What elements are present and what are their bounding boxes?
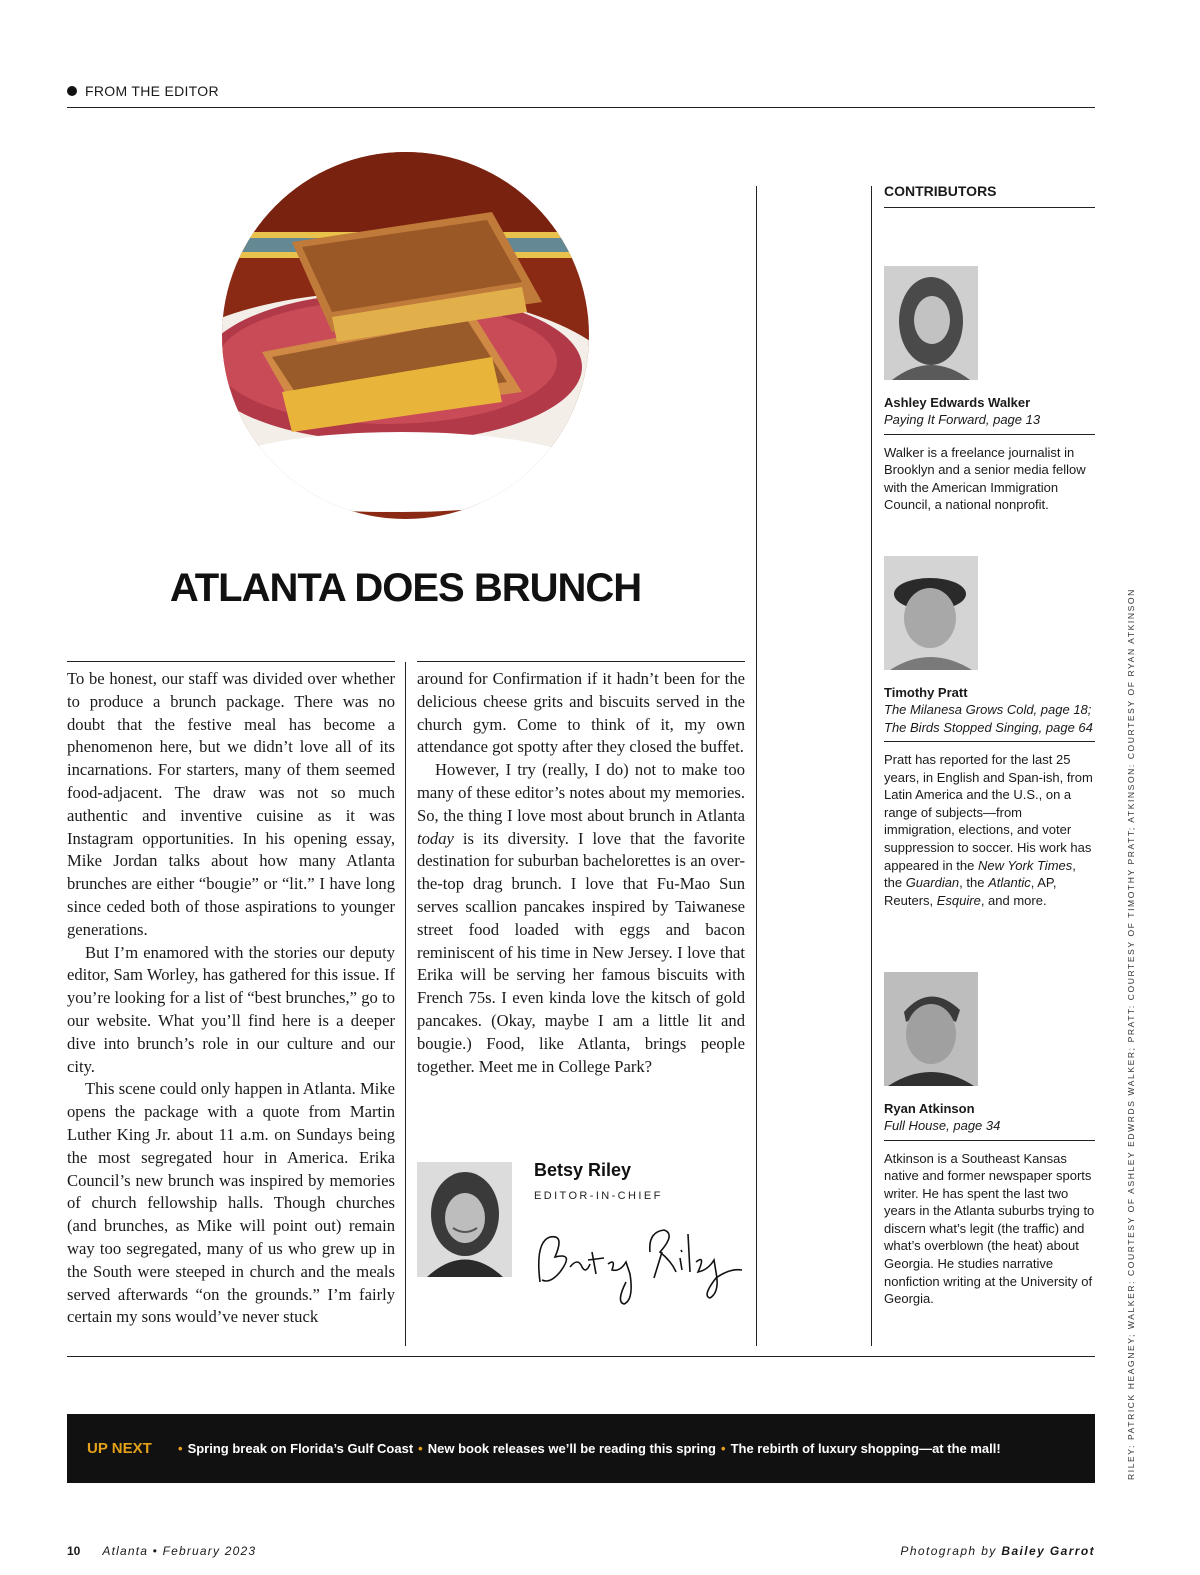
up-next-label: UP NEXT (87, 1440, 152, 1457)
article-headline: ATLANTA DOES BRUNCH (169, 566, 642, 610)
contributor-photo (884, 972, 978, 1086)
contributor-story: Full House, page 34 (884, 1117, 1095, 1141)
contributor-card (884, 972, 1095, 1308)
contributor-name: Ryan Atkinson (884, 1101, 975, 1116)
article-column-1 (67, 668, 395, 1329)
text-run: However, I try (really, I do) not to make too many of these editor’s notes about my memories. So, the thing I love most about brunch in Atlanta (417, 760, 745, 825)
article-paragraph (417, 759, 745, 1078)
contributors-divider (871, 186, 872, 1346)
contributor-portrait-icon (884, 556, 978, 670)
contributor-photo (884, 266, 978, 380)
text-run: , and more. (980, 892, 1047, 908)
photo-credit (900, 1544, 1095, 1558)
column-divider (405, 662, 406, 1346)
emphasis-text: Guardian (905, 875, 960, 891)
article-column-2 (417, 668, 745, 1078)
up-next-item: The rebirth of luxury shopping—at the mall! (730, 1441, 1001, 1456)
contributor-bio: Atkinson is a Southeast Kansas native and former newspaper sports writer. He has spent the last two years in the Atlanta suburbs trying to discern what’s legit (the traffic) and what’s overblown (the heat) about Georgia. He studies narrative nonfiction writing at the University of Georgia. (884, 1150, 1095, 1307)
editor-portrait-icon (417, 1162, 512, 1277)
editor-title: EDITOR-IN-CHIEF (534, 1190, 663, 1202)
contributor-story: Paying It Forward, page 13 (884, 411, 1095, 435)
main-divider (756, 186, 757, 1346)
text-run: , AP, Reuters, (884, 875, 1057, 908)
text-run: is its diversity. I love that the favorite destination for suburban bachelorettes is an over-the-top drag brunch. I love that Fu-Mao Sun serves scallion pancakes inspired by Taiwanese street food loaded with eggs and bacon reminiscent of his time in New Jersey. I love that Erika will be serving her famous biscuits with French 75s. I even kinda love the kitsch of gold pancakes. (Okay, maybe I am a little lit and bougie.) Food, like Atlanta, brings people together. Meet me in College Park? (417, 828, 745, 1076)
contributor-portrait-icon (884, 972, 978, 1086)
emphasis-text: Atlantic (988, 875, 1031, 891)
text-run: , the (884, 857, 1076, 891)
photo-credit-prefix: Photograph by (900, 1544, 1002, 1558)
contributor-portrait-icon (884, 266, 978, 380)
editor-photo (417, 1162, 512, 1277)
bullet-icon: • (178, 1441, 183, 1456)
contributor-photo (884, 556, 978, 670)
contributor-story: The Milanesa Grows Cold, page 18; The Birds Stopped Singing, page 64 (884, 701, 1095, 742)
editor-signature-icon (530, 1212, 745, 1312)
section-bullet-icon (67, 86, 77, 96)
up-next-item: New book releases we’ll be reading this spring (427, 1441, 716, 1456)
column-top-rule-left (67, 661, 395, 662)
article-paragraph: This scene could only happen in Atlanta. Mike opens the package with a quote from Martin Luther King Jr. about 11 a.m. on Sundays being the most segregated hour in America. Erika Council’s new brunch was inspired by memories of church fellowship halls. Though churches (and brunches, as Mike will point out) remain way too segregated, many of us who grew up in the South were steeped in church and the meals served afterwards “on the grounds.” I’m fairly certain my sons would’ve never stuck (67, 1079, 395, 1327)
magazine-issue: Atlanta • February 2023 (102, 1544, 257, 1558)
contributor-bio: Walker is a freelance journalist in Brooklyn and a senior media fellow with the American Immigration Council, a national nonprofit. (884, 444, 1086, 513)
contributor-card (884, 556, 1095, 909)
contributor-name: Ashley Edwards Walker (884, 395, 1031, 410)
text-run: Pratt has reported for the last 25 years, in English and Span-ish, from Latin America and the U.S., on a range of subjects—from immigration, elections, and voter suppression to soccer. His work has appeared in the (884, 752, 1093, 873)
hero-photo-brunch-dish (222, 152, 589, 519)
article-paragraph: around for Confirmation if it hadn’t been for the delicious cheese grits and biscuits served in the church gym. Come to think of it, my own attendance got spotty after they closed the buffet. (417, 669, 745, 757)
bullet-icon: • (418, 1441, 423, 1456)
bullet-icon: • (721, 1441, 726, 1456)
folio (67, 1544, 256, 1558)
article-paragraph: But I’m enamored with the stories our deputy editor, Sam Worley, has gathered for this issue. If you’re looking for a list of “best brunches,” go to our website. What you’ll find here is a deeper dive into brunch’s role in our culture and our city. (67, 942, 395, 1076)
article-paragraph: To be honest, our staff was divided over whether to produce a brunch package. There was no doubt that the festive meal has become a phenomenon here, but we didn’t love all of its incarnations. For starters, many of them seemed food-adjacent. The draw was not so much authentic and inventive cuisine as it was Instagram opportunities. In his opening essay, Mike Jordan talks about how many Atlanta brunches are either “bougie” or “lit.” I have long since ceded both of those aspirations to younger generations. (67, 669, 395, 939)
column-top-rule-right (417, 661, 745, 662)
food-photo-icon (222, 152, 589, 519)
page-number: 10 (67, 1544, 81, 1558)
editor-name: Betsy Riley (534, 1160, 632, 1180)
bottom-rule (67, 1356, 1095, 1357)
emphasis-text: Esquire (936, 892, 981, 908)
emphasis-text: New York Times (977, 857, 1073, 873)
emphasis-text: today (417, 828, 454, 848)
contributor-card (884, 266, 1095, 514)
photo-credits: RILEY: PATRICK HEAGNEY; WALKER: COURTESY OF ASHLEY EDWRDS WALKER; PRATT: COURTESY OF TIMOTHY PRATT; ATKINSON: COURTESY OF RYAN ATKINSON (1126, 588, 1136, 1480)
text-run: , the (959, 875, 989, 891)
section-label: FROM THE EDITOR (85, 82, 219, 99)
contributors-heading: CONTRIBUTORS (884, 183, 1095, 208)
photographer-name: Bailey Garrot (1001, 1544, 1095, 1558)
up-next-item: Spring break on Florida’s Gulf Coast (187, 1441, 414, 1456)
contributor-bio (884, 751, 1095, 909)
up-next-items (173, 1441, 1001, 1456)
contributor-name: Timothy Pratt (884, 685, 968, 700)
section-header (67, 80, 1095, 108)
up-next-banner (67, 1414, 1095, 1483)
